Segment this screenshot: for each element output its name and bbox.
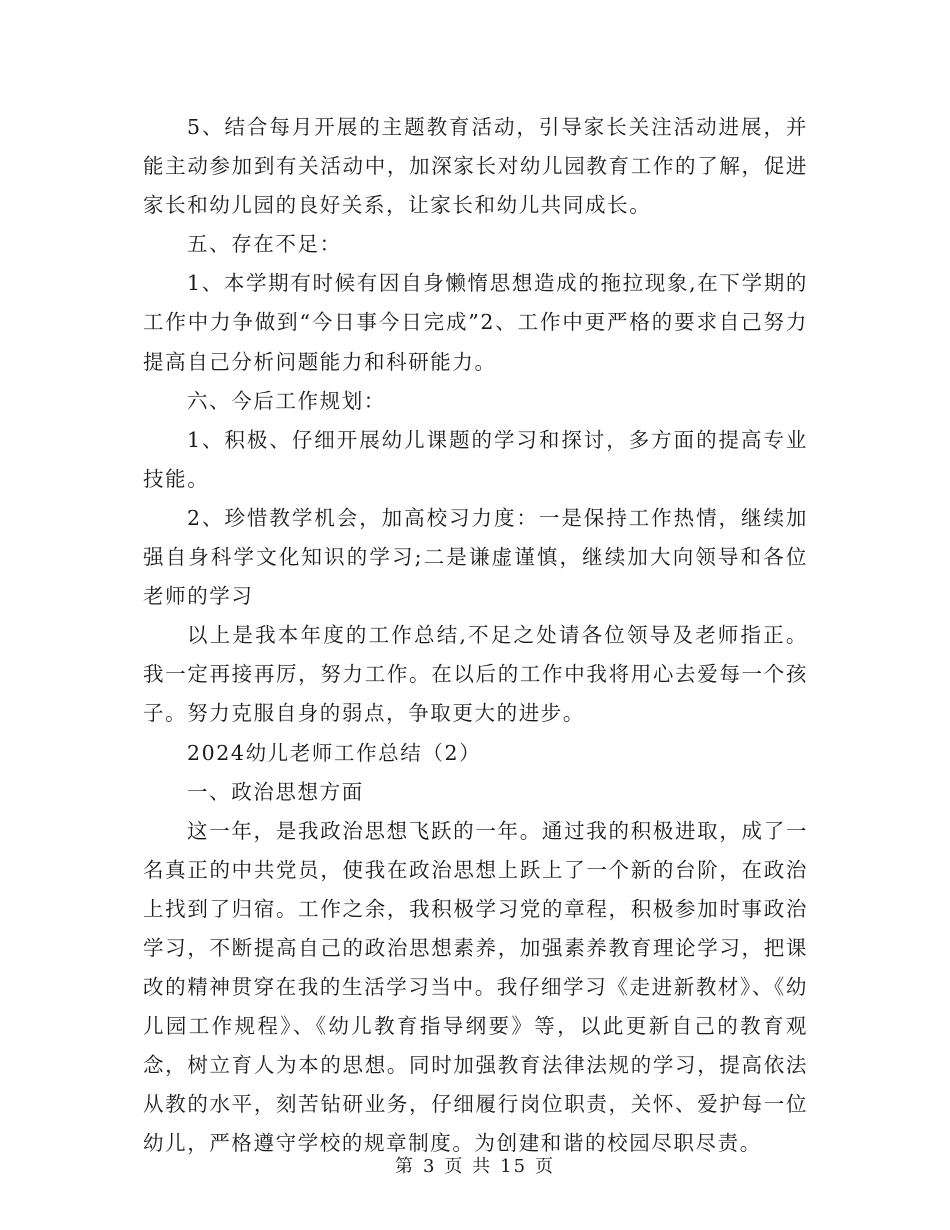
document-body <box>143 108 808 1164</box>
footer-suffix: 页 <box>535 1156 556 1177</box>
page-footer <box>0 1152 950 1178</box>
footer-prefix: 第 <box>394 1156 415 1177</box>
footer-mid: 页 共 <box>444 1156 493 1177</box>
section-heading-shortcomings: 五、存在不足： <box>187 232 342 257</box>
paragraph-politics: 这一年，是我政治思想飞跃的一年。通过我的积极进取，成了一名真正的中共党员，使我在政治思想上跃上了一个新的台阶，在政治上找到了归宿。工作之余，我积极学习党的章程，积极参加时事政治学习，不断提高自己的政治思想素养，加强素养教育理论学习，把课改的精神贯穿在我的生活学习当中。我仔细学习《走进新教材》、《幼儿园工作规程》、《幼儿教育指导纲要》等，以此更新自己的教育观念，树立育人为本的思想。同时加强教育法律法规的学习，提高依法从教的水平，刻苦钻研业务，仔细履行岗位职责，关怀、爱护每一位幼儿，严格遵守学校的规章制度。为创建和谐的校园尽职尽责。 <box>143 818 808 1156</box>
current-page-number: 3 <box>422 1156 437 1177</box>
paragraph-shortcomings: 1、本学期有时候有因自身懒惰思想造成的拖拉现象,在下学期的工作中力争做到“今日事今日完成”2、工作中更严格的要求自己努力提高自己分析问题能力和科研能力。 <box>143 271 808 374</box>
total-page-count: 15 <box>500 1156 528 1177</box>
paragraph-conclusion: 以上是我本年度的工作总结,不足之处请各位领导及老师指正。我一定再接再厉，努力工作。在以后的工作中我将用心去爱每一个孩子。努力克服自身的弱点，争取更大的进步。 <box>143 623 808 726</box>
paragraph-item-5: 5、结合每月开展的主题教育活动，引导家长关注活动进展，并能主动参加到有关活动中，加深家长对幼儿园教育工作的了解，促进家长和幼儿园的良好关系，让家长和幼儿共同成长。 <box>143 115 808 218</box>
section-heading-politics: 一、政治思想方面 <box>187 779 364 804</box>
document-subtitle: 2024幼儿老师工作总结（2） <box>187 740 482 765</box>
section-heading-future-plan: 六、今后工作规划： <box>187 388 386 413</box>
paragraph-plan-1: 1、积极、仔细开展幼儿课题的学习和探讨，多方面的提高专业技能。 <box>143 427 808 491</box>
paragraph-plan-2: 2、珍惜教学机会，加高校习力度：一是保持工作热情，继续加强自身科学文化知识的学习;二是谦虚谨慎，继续加大向领导和各位老师的学习 <box>143 505 808 609</box>
